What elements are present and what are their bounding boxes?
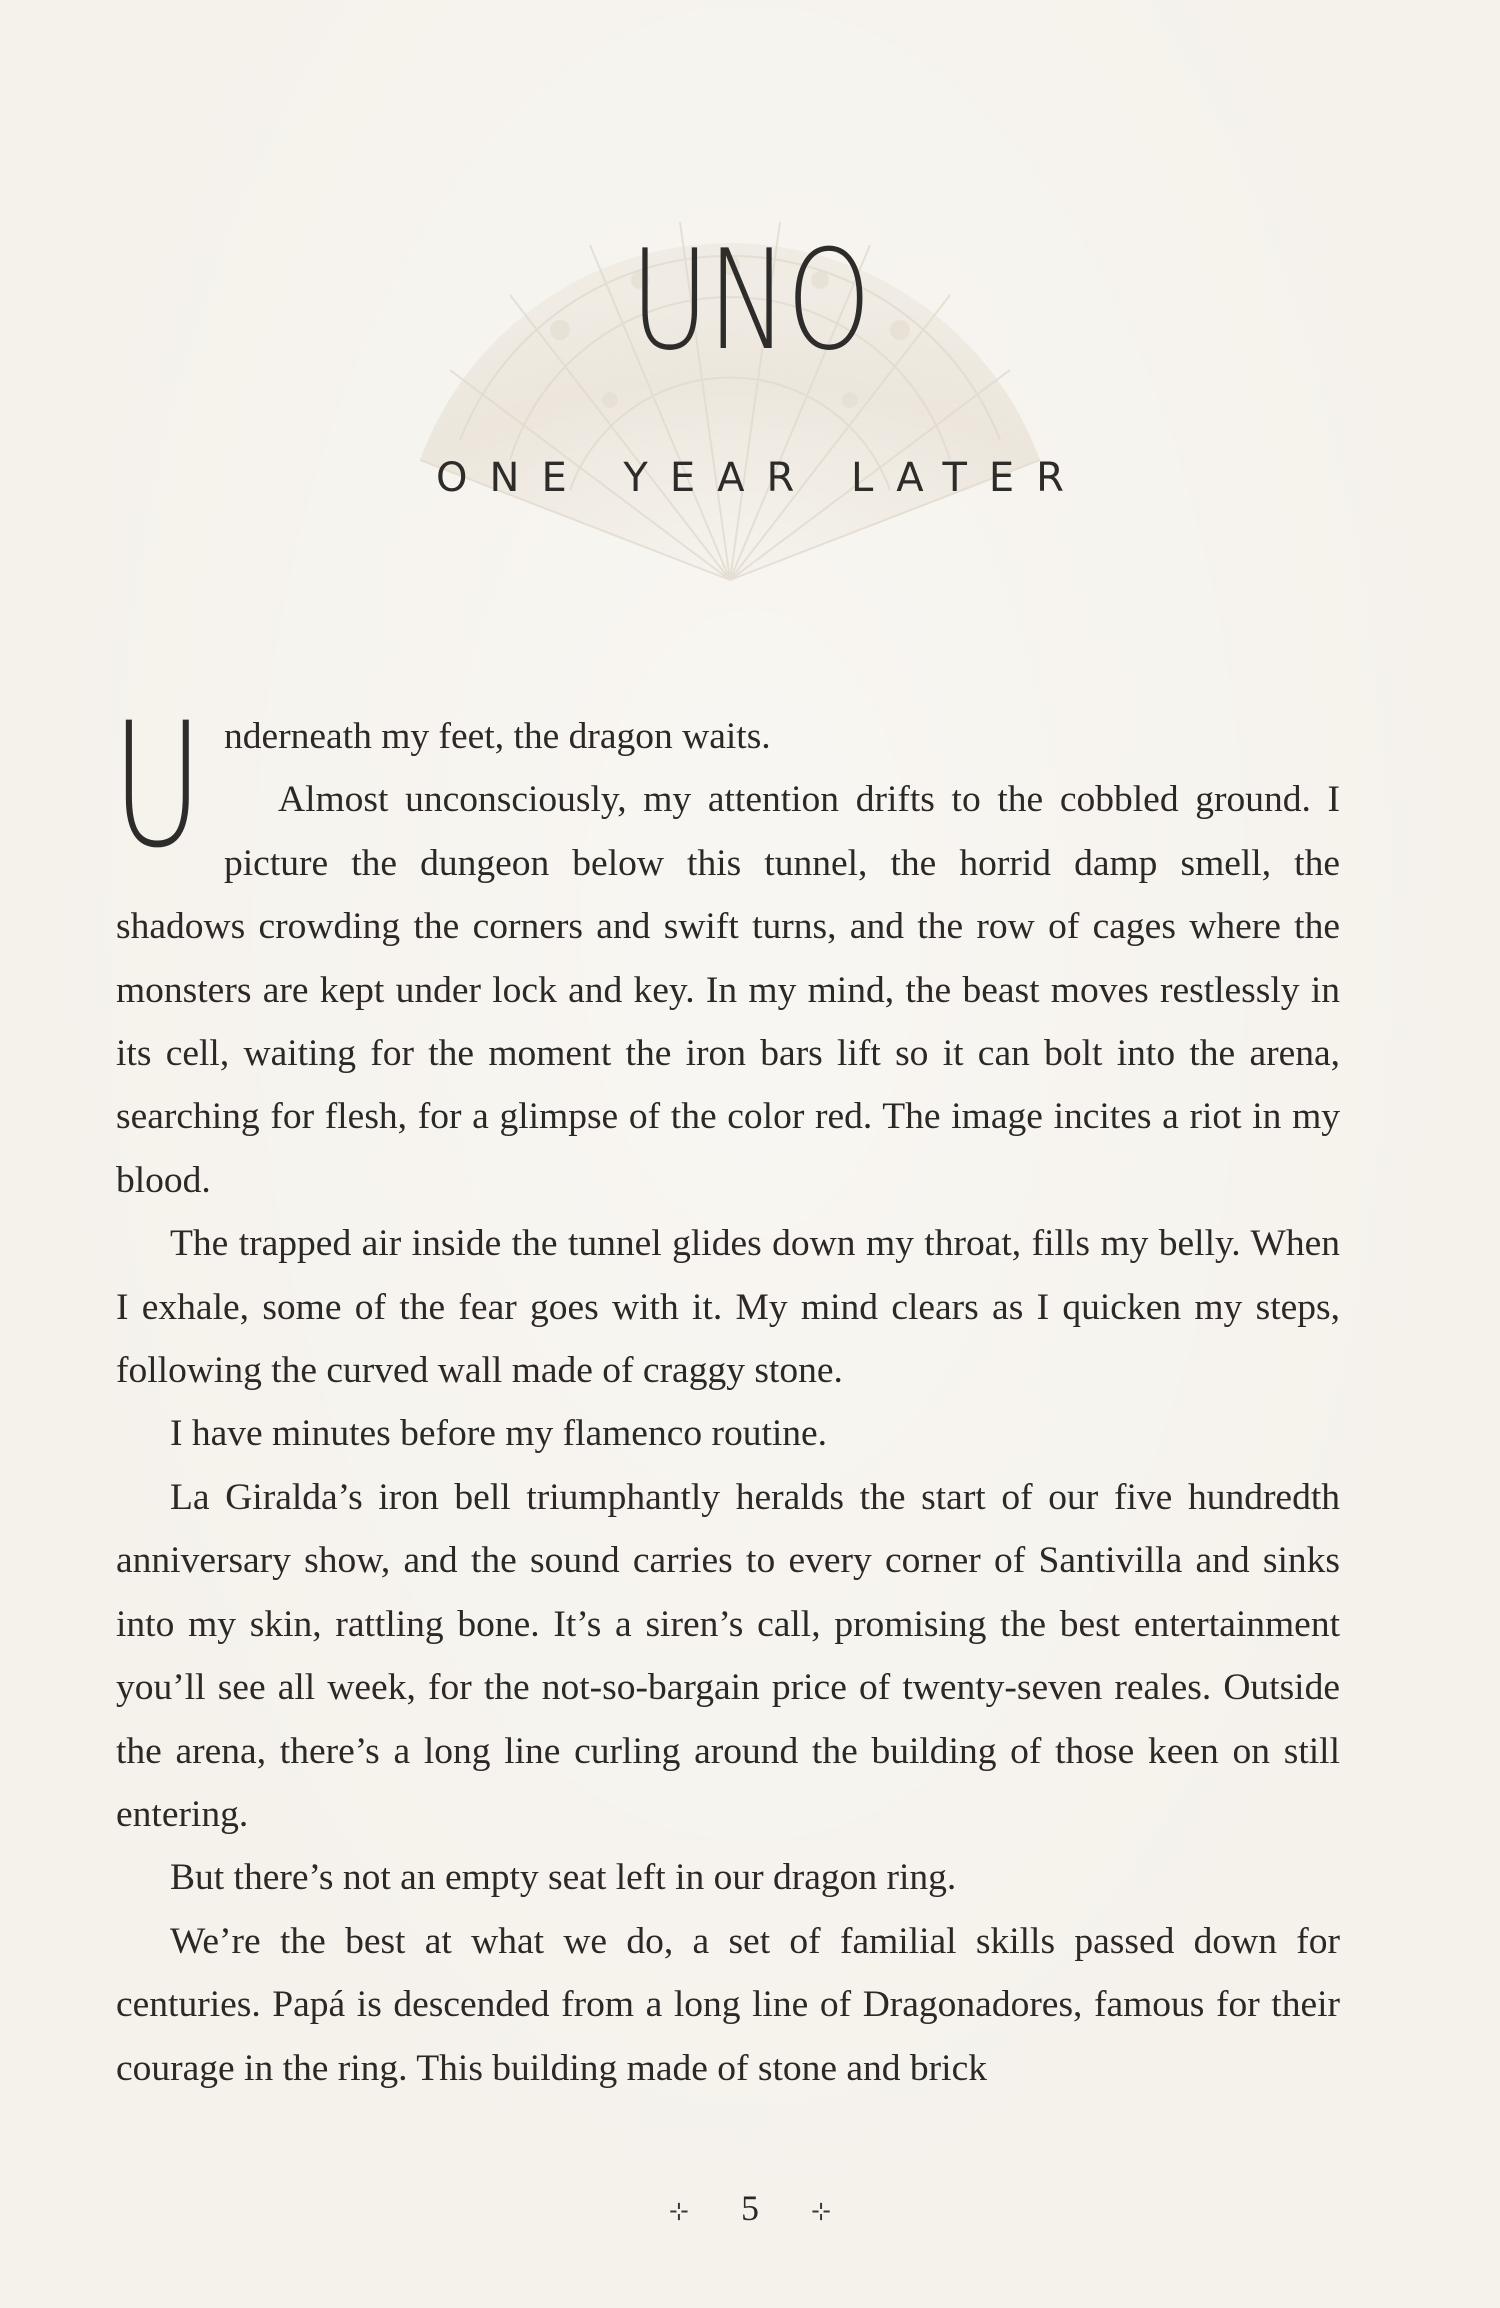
drop-cap: U (112, 685, 203, 886)
paragraph: We’re the best at what we do, a set of familial skills passed down for centuries. Papá is descended from a long line of Dragonadores, famous for their courage in the ring. This building made of stone and brick (116, 1920, 1340, 2089)
paragraph: Almost unconsciously, my attention drifts to the cobbled ground. I picture the dungeon below this tunnel, the horrid damp smell, the shadows crowding the corners and swift turns, and the row of cages where the monsters are kept under lock and key. In my mind, the beast moves restlessly in its cell, waiting for the moment the iron bars lift so it can bolt into the arena, searching for flesh, for a glimpse of the color red. The image incites a riot in my blood. (116, 779, 1340, 1201)
page-number: 5 (741, 2188, 759, 2228)
paragraph: La Giralda’s iron bell triumphantly heralds the start of our five hundredth anniversary show, and the sound carries to every corner of Santivilla and sinks into my skin, rattling bone. It’s a siren’s call, promising the best entertainment you’ll see all week, for the not-so-bargain price of twenty-seven reales. Outside the arena, there’s a long line curling around the building of those keen on still entering. (116, 1476, 1340, 1835)
paragraph: I have minutes before my flamenco routine. (170, 1413, 828, 1455)
paragraph: The trapped air inside the tunnel glides down my throat, fills my belly. When I exhale, some of the fear goes with it. My mind clears as I quicken my steps, following the curved wall made of craggy stone. (116, 1223, 1340, 1392)
chapter-subtitle: ONE YEAR LATER (436, 455, 1086, 501)
page-footer (0, 2190, 1500, 2226)
drop-cap-spacer (116, 705, 224, 880)
chapter-body (116, 705, 1340, 2100)
paragraph: But there’s not an empty seat left in our dragon ring. (170, 1857, 957, 1899)
paragraph: nderneath my feet, the dragon waits. (224, 716, 771, 757)
ornament-left-icon: ⊹ (668, 2198, 689, 2225)
ornament-right-icon: ⊹ (811, 2198, 832, 2225)
chapter-number: UNO (630, 220, 870, 381)
